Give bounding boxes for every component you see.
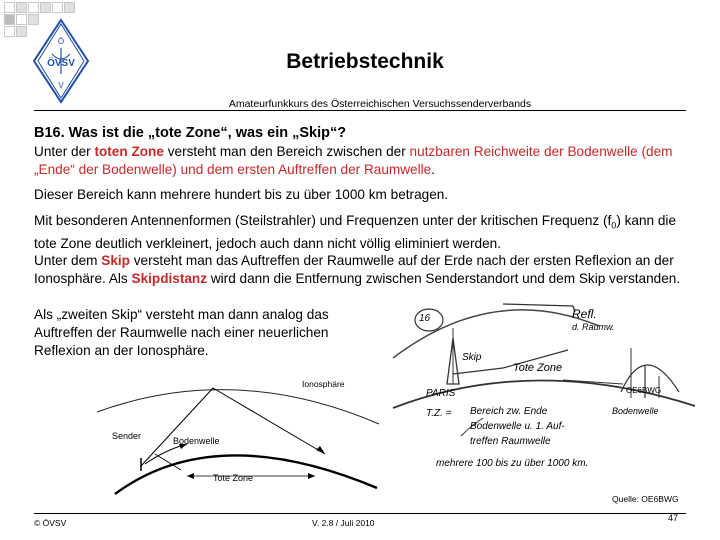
source-credit: Quelle: OE6BWG bbox=[612, 494, 679, 504]
version: V. 2.8 / Juli 2010 bbox=[312, 518, 375, 528]
paragraph-antennas: Mit besonderen Antennenformen (Steilstrahler) und Frequenzen unter der kritischen Frequenz $(f_0)$ kann die tote Zone deutlich verkleinert, jedoch auch dann nicht völlig eliminiert werden. bbox=[34, 213, 677, 251]
paragraph-skip: Unter dem Skip versteht man das Auftreffen der Raumwelle auf der Erde nach der ersten Reflexion an der Ionosphäre. Als Skipdistanz wird dann die Entfernung zwischen Senderstandort und dem Skip verstanden. bbox=[34, 253, 681, 286]
page-number: 47 bbox=[668, 513, 679, 523]
groundwave-label: Bodenwelle bbox=[173, 436, 220, 446]
ionosphere-label: Ionosphäre bbox=[302, 379, 345, 389]
sketch-reflection: Refl. bbox=[572, 307, 597, 321]
sketch-tz-text4: mehrere 100 bis zu über 1000 km. bbox=[436, 458, 589, 469]
sketch-tz-text2: Bodenwelle u. 1. Auf- bbox=[470, 421, 565, 432]
sketch-tz-text1: Bereich zw. Ende bbox=[470, 406, 548, 417]
paragraph-dead-zone: Unter der toten Zone versteht man den Bereich zwischen der nutzbaren Reichweite der Bodenwelle (dem „Ende“ der Bodenwelle) und dem ersten Auftreffen der Raumwelle. bbox=[34, 144, 673, 177]
sketch-reflection-sub: d. Raumw. bbox=[572, 322, 615, 332]
page-subtitle: Amateurfunkkurs des Österreichischen Versuchssenderverbands bbox=[228, 98, 532, 110]
paragraph-range: Dieser Bereich kann mehrere hundert bis zu über 1000 km betragen. bbox=[34, 187, 449, 202]
sketch-station: OE6BWG bbox=[626, 386, 662, 395]
term-skip: Skip bbox=[101, 253, 130, 268]
term-skip-distance: Skipdistanz bbox=[131, 271, 208, 286]
term-dead-zone: toten Zone bbox=[94, 144, 164, 159]
highlight-range: nutzbaren Reichweite der Bodenwelle (dem „Ende“ der Bodenwelle) und dem ersten Auftreffen der Raumwelle bbox=[34, 144, 673, 177]
svg-text:V: V bbox=[58, 81, 64, 90]
sketch-skip: Skip bbox=[462, 352, 482, 363]
svg-text:Ö: Ö bbox=[57, 37, 65, 46]
paragraph-second-skip: Als „zweiten Skip“ versteht man dann analog das Auftreffen der Raumwelle nach einer neuerlichen Reflexion an der Ionosphäre. bbox=[34, 307, 329, 358]
sketch-tz-text3: treffen Raumwelle bbox=[470, 436, 551, 447]
sketch-paris: PARIS bbox=[426, 388, 456, 399]
footer-rule bbox=[34, 513, 686, 514]
sketch-number: 16 bbox=[419, 313, 431, 324]
page-title: Betriebstechnik bbox=[286, 50, 444, 73]
header-divider bbox=[34, 110, 686, 111]
question-heading: B16. Was ist die „tote Zone“, was ein „Skip“? bbox=[34, 125, 347, 141]
sketch-tz: T.Z. = bbox=[426, 408, 452, 419]
sketch-dead-zone: Tote Zone bbox=[513, 362, 563, 374]
sketch-tz-text1b: Bodenwelle bbox=[612, 406, 659, 416]
logo-text: ÖVSV bbox=[47, 58, 75, 69]
sender-label: Sender bbox=[112, 431, 142, 441]
copyright: © ÖVSV bbox=[34, 518, 67, 528]
dead-zone-label: Tote Zone bbox=[213, 473, 254, 483]
